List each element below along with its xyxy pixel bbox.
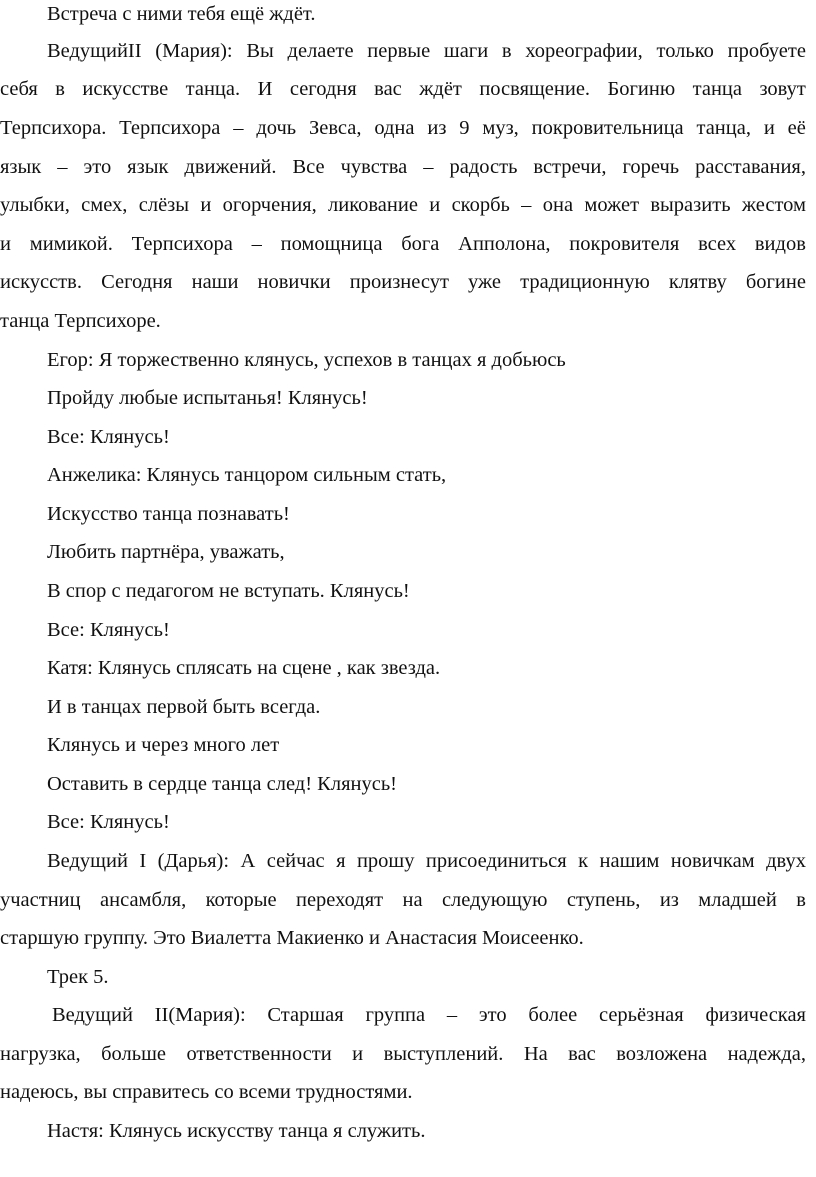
word: шаги (443, 40, 489, 62)
text-line: Любить партнёра, уважать, (47, 541, 285, 563)
word: вас (568, 1043, 596, 1065)
word: участниц (0, 889, 81, 911)
word: покровителя (569, 233, 680, 255)
text-line (0, 114, 806, 142)
word: сейчас (266, 850, 325, 872)
word: в (796, 889, 806, 911)
word: смех, (81, 194, 128, 216)
word: улыбки, (0, 194, 70, 216)
word: ответственности (186, 1043, 332, 1065)
word: сегодня (289, 78, 357, 100)
word: одна (374, 117, 415, 139)
word: больше (101, 1043, 166, 1065)
word: на (402, 889, 423, 911)
text-line: Катя: Клянусь сплясать на сцене , как звезда. (47, 657, 441, 679)
word: ансамбля, (100, 889, 187, 911)
word: переходят (295, 889, 384, 911)
text-line: Анжелика: Клянусь танцором сильным стать, (47, 464, 447, 486)
word: встречи, (533, 156, 607, 178)
word: бога (401, 233, 440, 255)
word: Все (292, 156, 325, 178)
word: и (200, 194, 212, 216)
word: Апполона, (458, 233, 551, 255)
word: надежда, (727, 1043, 806, 1065)
word: радость (449, 156, 518, 178)
word: дочь (256, 117, 297, 139)
word: возложена (616, 1043, 708, 1065)
text-line (0, 268, 806, 296)
text-line: танца Терпсихоре. (0, 310, 161, 332)
word: я (336, 850, 346, 872)
word: ликование (328, 194, 418, 216)
word: 9 (459, 117, 470, 139)
word: горечь (622, 156, 680, 178)
word: произнесут (349, 271, 449, 293)
word: мимикой. (29, 233, 113, 255)
text-line (52, 1001, 806, 1029)
word: Ведущий (47, 850, 128, 872)
text-line (0, 886, 806, 914)
word: это (83, 156, 112, 178)
word: язык (127, 156, 169, 178)
word: – (521, 194, 532, 216)
word: движений. (184, 156, 277, 178)
word: пробуете (727, 40, 806, 62)
word: делаете (287, 40, 354, 62)
word: клятву (668, 271, 727, 293)
word: её (787, 117, 806, 139)
word: – (423, 156, 434, 178)
word: искусств. (0, 271, 82, 293)
word: которые (205, 889, 277, 911)
word: себя (0, 78, 38, 100)
word: вас (374, 78, 402, 100)
word: ждёт (419, 78, 462, 100)
text-line: Егор: Я торжественно клянусь, успехов в танцах я добьюсь (47, 349, 566, 371)
word: танца. (185, 78, 241, 100)
word: Ведущий (52, 1004, 133, 1026)
word: и (0, 233, 11, 255)
word: Старшая (267, 1004, 344, 1026)
word: в (55, 78, 65, 100)
word: это (478, 1004, 507, 1026)
word: она (542, 194, 574, 216)
word: – (251, 233, 262, 255)
word: первые (367, 40, 431, 62)
word: слёзы (138, 194, 190, 216)
word: к (578, 850, 589, 872)
text-line: надеюсь, вы справитесь со всеми трудностями. (0, 1081, 413, 1103)
word: только (656, 40, 714, 62)
text-line: И в танцах первой быть всегда. (47, 696, 321, 718)
text-line (0, 230, 806, 258)
word: новичкам (670, 850, 755, 872)
word: Сегодня (101, 271, 173, 293)
text-line: Все: Клянусь! (47, 426, 170, 448)
word: более (528, 1004, 578, 1026)
word: покровительница (531, 117, 684, 139)
word: Терпсихора (119, 117, 221, 139)
word: – (233, 117, 244, 139)
text-line: В спор с педагогом не вступать. Клянусь! (47, 580, 410, 602)
word: (Мария): (155, 40, 233, 62)
text-line: Настя: Клянусь искусству танца я служить. (47, 1120, 426, 1142)
word: нашим (599, 850, 660, 872)
word: На (523, 1043, 548, 1065)
word: прошу (356, 850, 415, 872)
text-line: Все: Клянусь! (47, 619, 170, 641)
text-line: Оставить в сердце танца след! Клянусь! (47, 773, 397, 795)
text-line: Встреча с ними тебя ещё ждёт. (47, 3, 316, 25)
word: танца (692, 78, 742, 100)
text-line (0, 1040, 806, 1068)
word: уже (468, 271, 502, 293)
word: муз, (482, 117, 519, 139)
word: богине (745, 271, 806, 293)
word: и (352, 1043, 364, 1065)
word: Богиню (607, 78, 676, 100)
word: язык (0, 156, 42, 178)
word: традиционную (520, 271, 650, 293)
text-line (47, 37, 806, 65)
word: новички (257, 271, 331, 293)
word: группа (365, 1004, 426, 1026)
word: зовут (759, 78, 806, 100)
text-line: Искусство танца познавать! (47, 503, 290, 525)
text-line (0, 153, 806, 181)
word: нагрузка, (0, 1043, 81, 1065)
word: видов (754, 233, 806, 255)
word: жестом (741, 194, 806, 216)
word: младшей (698, 889, 777, 911)
word: выступлений. (383, 1043, 504, 1065)
word: II(Мария): (154, 1004, 246, 1026)
word: – (446, 1004, 458, 1026)
word: серьёзная (598, 1004, 684, 1026)
word: расставания, (695, 156, 806, 178)
word: искусстве (82, 78, 169, 100)
word: наши (191, 271, 239, 293)
word: I (139, 850, 147, 872)
word: Терпсихора (131, 233, 233, 255)
word: чувства (340, 156, 408, 178)
word: танца, (696, 117, 751, 139)
text-line: Все: Клянусь! (47, 811, 170, 833)
word: огорчения, (222, 194, 317, 216)
word: всех (698, 233, 737, 255)
word: И (257, 78, 273, 100)
word: двух (766, 850, 806, 872)
word: Зевса, (308, 117, 362, 139)
word: физическая (705, 1004, 806, 1026)
word: присоединиться (425, 850, 567, 872)
word: помощница (280, 233, 383, 255)
word: следующую (441, 889, 548, 911)
text-line (0, 191, 806, 219)
word: скорбь (451, 194, 510, 216)
word: А (240, 850, 256, 872)
text-line: Пройду любые испытанья! Клянусь! (47, 387, 368, 409)
word: может (584, 194, 640, 216)
text-line (47, 847, 806, 875)
word: (Дарья): (157, 850, 230, 872)
word: из (659, 889, 679, 911)
word: посвящение. (479, 78, 591, 100)
word: Терпсихора. (0, 117, 107, 139)
word: – (57, 156, 68, 178)
word: и (429, 194, 441, 216)
text-line: Клянусь и через много лет (47, 734, 280, 756)
word: ступень, (566, 889, 641, 911)
word: хореографии, (525, 40, 643, 62)
word: Вы (246, 40, 274, 62)
text-line (0, 75, 806, 103)
word: ВедущийII (47, 40, 142, 62)
track-label: Трек 5. (47, 966, 109, 988)
word: в (501, 40, 512, 62)
word: и (763, 117, 775, 139)
word: из (427, 117, 447, 139)
word: выразить (650, 194, 731, 216)
text-line: старшую группу. Это Виалетта Макиенко и Анастасия Моисеенко. (0, 927, 584, 949)
